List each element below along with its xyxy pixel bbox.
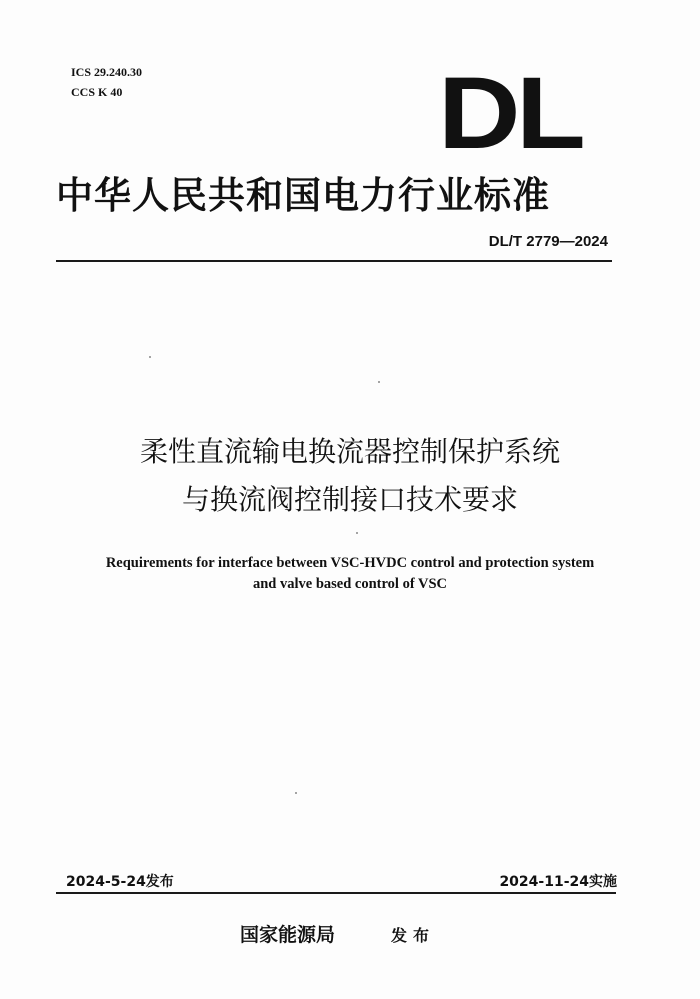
english-title-line-1: Requirements for interface between VSC-HVDC control and protection system — [105, 555, 595, 571]
chinese-title-line-2: 与换流阀控制接口技术要求 — [181, 483, 518, 516]
publish-label: 发布 — [391, 926, 436, 945]
classification-codes — [71, 62, 142, 102]
scan-speck — [149, 356, 151, 358]
industry-standard-title: 中华人民共和国电力行业标准 — [56, 173, 550, 217]
top-divider — [56, 260, 612, 262]
issue-date: 2024-5-24发布 — [66, 874, 174, 890]
scan-speck — [378, 381, 380, 383]
implementation-date: 2024-11-24实施 — [499, 874, 617, 890]
scan-speck — [356, 532, 358, 534]
scan-speck — [295, 792, 297, 794]
english-title-line-2: and valve based control of VSC — [252, 576, 448, 592]
chinese-title-line-1: 柔性直流输电换流器控制保护系统 — [139, 435, 560, 468]
publisher-name: 国家能源局 — [240, 924, 336, 946]
ccs-code: CCS K 40 — [71, 85, 123, 99]
bottom-divider — [56, 892, 616, 894]
ics-code: ICS 29.240.30 — [71, 65, 143, 79]
dl-logo: DL — [438, 56, 582, 170]
standard-number: DL/T 2779—2024 — [488, 233, 608, 250]
